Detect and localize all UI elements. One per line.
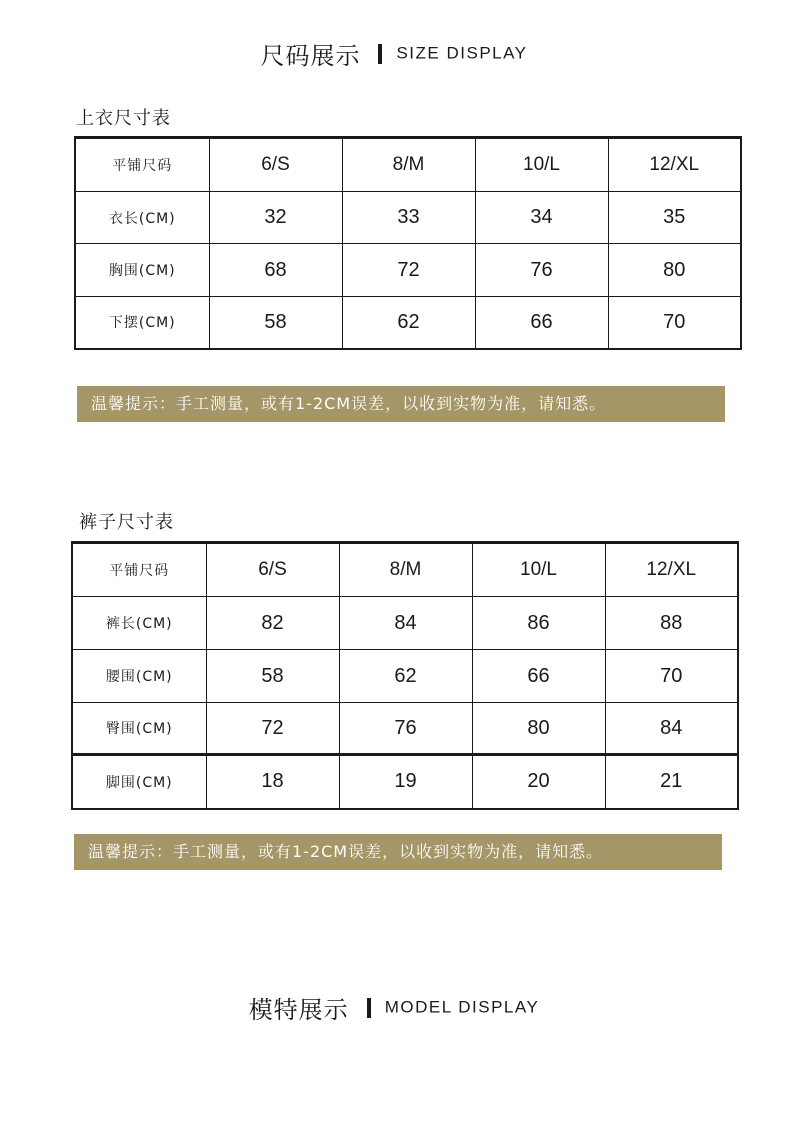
- table-cell: 34: [475, 192, 608, 244]
- table-row: [72, 650, 738, 703]
- table-cell: 58: [206, 650, 339, 703]
- measurement-notice: 温馨提示：手工测量，或有1-2CM误差，以收到实物为准，请知悉。: [74, 834, 722, 870]
- measurement-notice: 温馨提示：手工测量，或有1-2CM误差，以收到实物为准，请知悉。: [77, 386, 725, 422]
- table-header-row: [75, 138, 741, 192]
- model-display-title-cn: 模特展示: [248, 996, 349, 1024]
- table-cell: 70: [605, 650, 738, 703]
- title-divider: [378, 44, 382, 64]
- table-cell: 76: [475, 244, 608, 297]
- table-header-row: [72, 543, 738, 597]
- header-cell: 6/S: [209, 138, 342, 192]
- size-display-header: [0, 36, 788, 71]
- table-cell: 70: [608, 297, 741, 349]
- model-display-title-en: MODEL DISPLAY: [384, 997, 540, 1017]
- table-cell: 84: [605, 703, 738, 755]
- size-display-title-cn: 尺码展示: [260, 42, 361, 70]
- header-cell: 平铺尺码: [72, 543, 206, 597]
- table-cell: 32: [209, 192, 342, 244]
- table-cell: 19: [339, 755, 472, 809]
- table-cell: 72: [342, 244, 475, 297]
- table-row: [72, 703, 738, 755]
- table-cell: 88: [605, 597, 738, 650]
- header-cell: 8/M: [339, 543, 472, 597]
- size-display-title-en: SIZE DISPLAY: [396, 43, 528, 63]
- top-size-table: [74, 136, 742, 350]
- table-cell: 80: [608, 244, 741, 297]
- row-label: 臀围(CM): [72, 703, 206, 755]
- table-cell: 35: [608, 192, 741, 244]
- model-display-header: [0, 990, 788, 1025]
- row-label: 胸围(CM): [75, 244, 209, 297]
- header-cell: 8/M: [342, 138, 475, 192]
- row-label: 衣长(CM): [75, 192, 209, 244]
- table-cell: 66: [475, 297, 608, 349]
- table-cell: 72: [206, 703, 339, 755]
- table-row: [75, 244, 741, 297]
- header-cell: 12/XL: [605, 543, 738, 597]
- header-cell: 10/L: [475, 138, 608, 192]
- top-table-title: 上衣尺寸表: [76, 108, 171, 129]
- pants-size-table: [71, 541, 739, 810]
- table-row: [72, 597, 738, 650]
- row-label: 裤长(CM): [72, 597, 206, 650]
- table-cell: 58: [209, 297, 342, 349]
- table-cell: 80: [472, 703, 605, 755]
- table-cell: 62: [342, 297, 475, 349]
- table-cell: 18: [206, 755, 339, 809]
- title-divider: [367, 998, 371, 1018]
- table-cell: 76: [339, 703, 472, 755]
- table-row: [75, 192, 741, 244]
- table-cell: 68: [209, 244, 342, 297]
- table-cell: 20: [472, 755, 605, 809]
- table-row: [72, 755, 738, 809]
- pants-table-title: 裤子尺寸表: [79, 512, 174, 533]
- table-cell: 62: [339, 650, 472, 703]
- table-cell: 84: [339, 597, 472, 650]
- row-label: 腰围(CM): [72, 650, 206, 703]
- row-label: 脚围(CM): [72, 755, 206, 809]
- table-cell: 86: [472, 597, 605, 650]
- row-label: 下摆(CM): [75, 297, 209, 349]
- header-cell: 12/XL: [608, 138, 741, 192]
- header-cell: 平铺尺码: [75, 138, 209, 192]
- header-cell: 6/S: [206, 543, 339, 597]
- header-cell: 10/L: [472, 543, 605, 597]
- table-cell: 33: [342, 192, 475, 244]
- table-row: [75, 297, 741, 349]
- table-cell: 82: [206, 597, 339, 650]
- table-cell: 66: [472, 650, 605, 703]
- table-cell: 21: [605, 755, 738, 809]
